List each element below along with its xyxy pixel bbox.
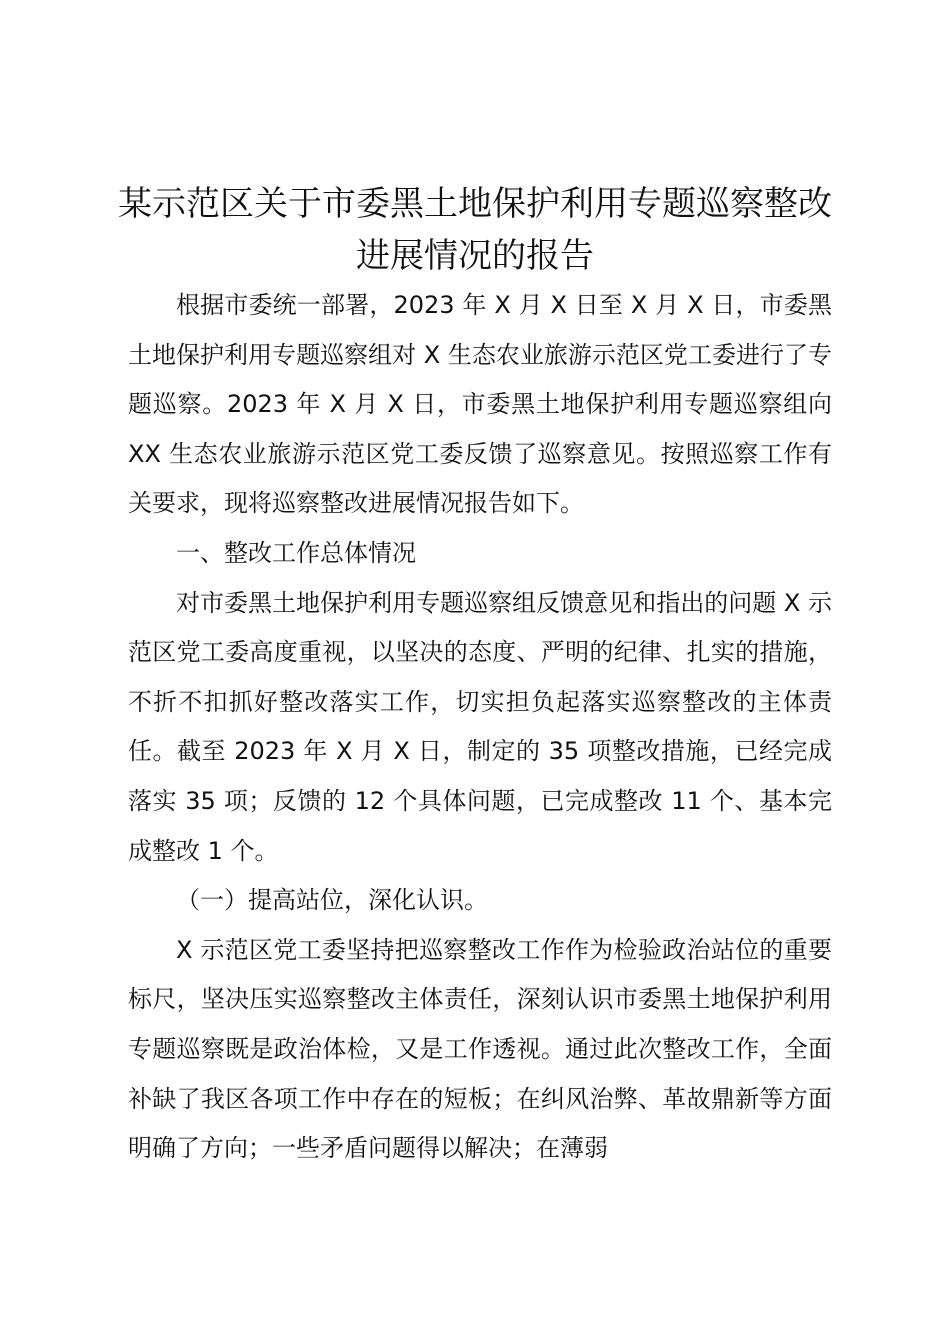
- subsection-heading-1: （一）提高站位，深化认识。: [176, 886, 488, 915]
- document-title: 某示范区关于市委黑土地保护利用专题巡察整改进展情况的报告: [118, 184, 832, 276]
- subsection-paragraph-1: X 示范区党工委坚持把巡察整改工作作为检验政治站位的重要标尺，坚决压实巡察整改主体责任，深刻认识市委黑土地保护利用专题巡察既是政治体检，又是工作透视。通过此次整改工作，全面补缺了我区各项工作中存在的短板；在纠风治弊、革故鼎新等方面明确了方向；一些矛盾问题得以解决；在薄弱: [128, 935, 832, 1163]
- section-heading-overall: 一、整改工作总体情况: [176, 538, 416, 567]
- overall-paragraph: 对市委黑土地保护利用专题巡察组反馈意见和指出的问题 X 示范区党工委高度重视，以坚决的态度、严明的纪律、扎实的措施，不折不扣抓好整改落实工作，切实担负起落实巡察整改的主体责任。截至 2023 年 X 月 X 日，制定的 35 项整改措施，已经完成落实 35 项；反馈的 12 个具体问题，已完成整改 11 个、基本完成整改 1 个。: [128, 588, 832, 865]
- document-body: [128, 281, 832, 1174]
- intro-paragraph: 根据市委统一部署，2023 年 X 月 X 日至 X 月 X 日，市委黑土地保护利用专题巡察组对 X 生态农业旅游示范区党工委进行了专题巡察。2023 年 X 月 X 日，市委黑土地保护利用专题巡察组向 XX 生态农业旅游示范区党工委反馈了巡察意见。按照巡察工作有关要求，现将巡察整改进展情况报告如下。: [128, 291, 832, 518]
